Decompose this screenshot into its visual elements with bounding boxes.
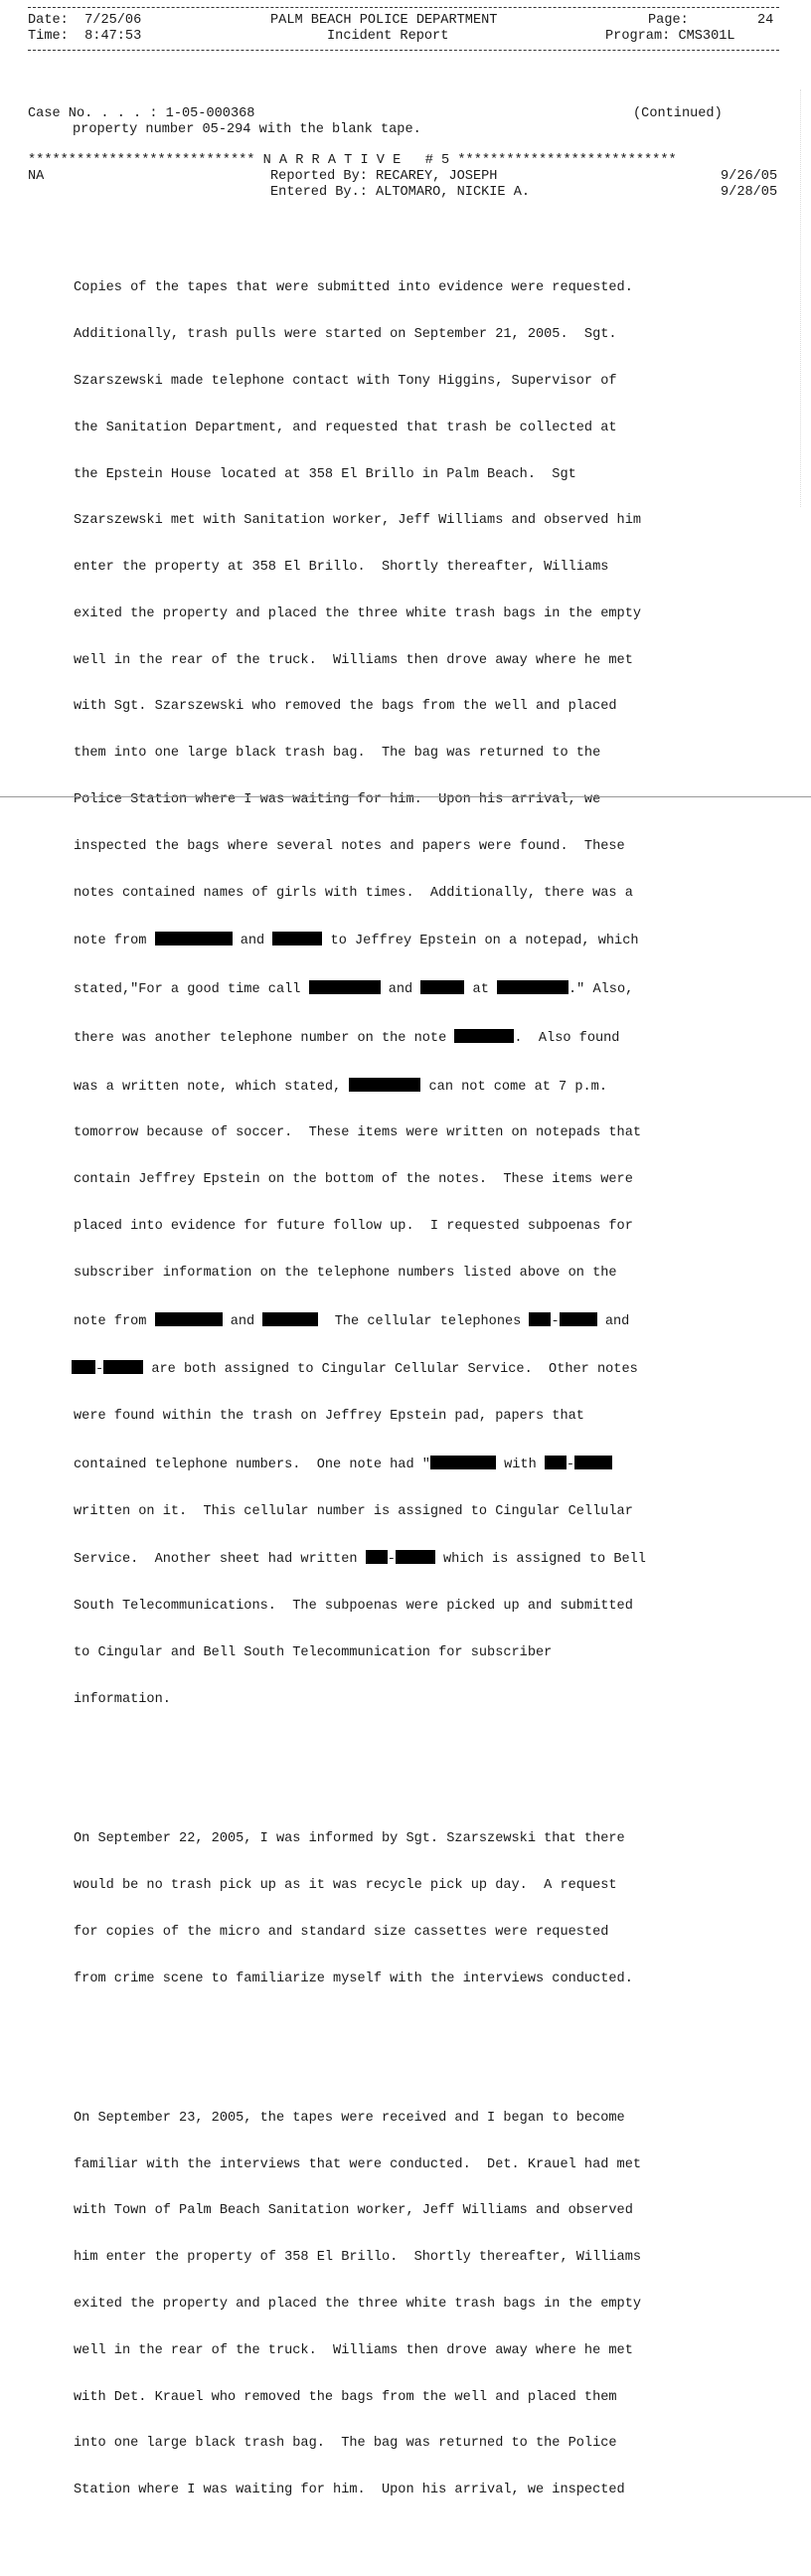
redaction-block [349,1078,420,1092]
report-date: 7/25/06 [84,13,142,28]
narrative-paragraph-3: On September 23, 2005, the tapes were received and I began to become familiar with the interviews that were conducted. Det. Krauel had met with Town of Palm Beach Sanitation worker, Jeff Williams and observed him enter the property of 358 El Brillo. Shortly thereafter, Williams exited the property and placed the three white trash bags in the empty well in the rear of the truck. Williams then drove away where he met with Det. Krauel who removed the bags from the well and placed them into one large black trash bag. The bag was returned to the Police Station where I was waiting for him. Upon his arrival, we inspected [74,2110,642,2498]
redaction-block [560,1312,597,1326]
redaction-block [155,1312,223,1326]
continued-status: (Continued) [633,106,723,121]
case-continuation-text: property number 05-294 with the blank tape. [73,122,421,137]
redaction-block [574,1456,612,1469]
redaction-block [529,1312,551,1326]
redaction-block [497,980,568,994]
page-label: Page: [648,13,689,28]
narrative-paragraph-1: Copies of the tapes that were submitted into evidence were requested. Additionally, trash pulls were started on September 21, 2005. Sgt. Szarszewski made telephone contact with Tony Higgins, Supervisor of the Sanitation Department, and requested that trash be collected at the Epstein House located at 358 El Brillo in Palm Beach. Sgt Szarszewski met with Sanitation worker, Jeff Williams and observed him enter the property at 358 El Brillo. Shortly thereafter, Williams exited the property and placed the three white trash bags in the empty well in the rear of the truck. Williams then drove away where he met with Sgt. Szarszewski who removed the bags from the well and placed them into one large black trash bag. The bag was returned to the Police Station where I was waiting for him. Upon his arrival, we inspected the bags where several notes and papers were found. These notes contained names of girls with times. Additionally, there was a note from and to Jeffrey Epstein on a notepad, which stated,"For a good time call and at ." Also, there was another telephone number on the note . Also found was a written note, which stated, can not come at 7 p.m. tomorrow because of soccer. These items were written on notepads that contain Jeffrey Epstein on the bottom of the notes. These items were placed into evidence for future follow up. I requested subpoenas for subscriber information on the telephone numbers listed above on the note from and The cellular telephones - and - are both assigned to Cingular Cellular Service. Other notes were found within the trash on Jeffrey Epstein pad, papers that contained telephone numbers. One note had " with - written on it. This cellular number is assigned to Cingular Cellular Service. Another sheet had written - which is assigned to Bell South Telecommunications. The subpoenas were picked up and submitted to Cingular and Bell South Telecommunication for subscriber information. [74,280,646,1707]
scan-edge-mark [800,89,807,507]
narrative-body [74,219,789,2576]
header-top-divider [28,7,779,8]
redaction-block [366,1550,388,1564]
redaction-block [103,1360,143,1374]
entered-by: Entered By.: ALTOMARO, NICKIE A. [270,185,531,200]
report-type: Incident Report [327,29,449,44]
redaction-block [72,1360,95,1374]
page-number: 24 [757,13,774,28]
program-code: CMS301L [678,29,735,44]
redaction-block [420,980,464,994]
redaction-block [454,1029,514,1043]
case-number: Case No. . . . : 1-05-000368 [28,106,255,121]
narrative-title: N A R R A T I V E # 5 [262,153,450,168]
narrative-paragraph-2: On September 22, 2005, I was informed by Sgt. Szarszewski that there would be no trash pick up as it was recycle pick up day. A request for copies of the micro and standard size cassettes were requested from crime scene to familiarize myself with the interviews conducted. [74,1831,633,1986]
entered-date: 9/28/05 [721,185,778,200]
redaction-block [262,1312,318,1326]
redaction-block [430,1456,496,1469]
narrative-banner: **************************** N A R R A T I V E # 5 *************************** [28,153,677,168]
redaction-block [309,980,381,994]
time-line: Time: 8:47:53 [28,29,142,44]
reported-date: 9/26/05 [721,169,778,184]
header-bottom-divider [28,50,779,51]
department-name: PALM BEACH POLICE DEPARTMENT [270,13,498,28]
redaction-block [155,932,233,945]
report-time: 8:47:53 [84,29,142,44]
redaction-block [396,1550,435,1564]
scan-rule-line [0,796,811,797]
program-line: Program: CMS301L [605,29,735,44]
narrative-code: NA [28,169,45,184]
reported-by: Reported By: RECAREY, JOSEPH [270,169,498,184]
redaction-block [545,1456,567,1469]
redaction-block [272,932,322,945]
date-line: Date: 7/25/06 [28,13,142,28]
